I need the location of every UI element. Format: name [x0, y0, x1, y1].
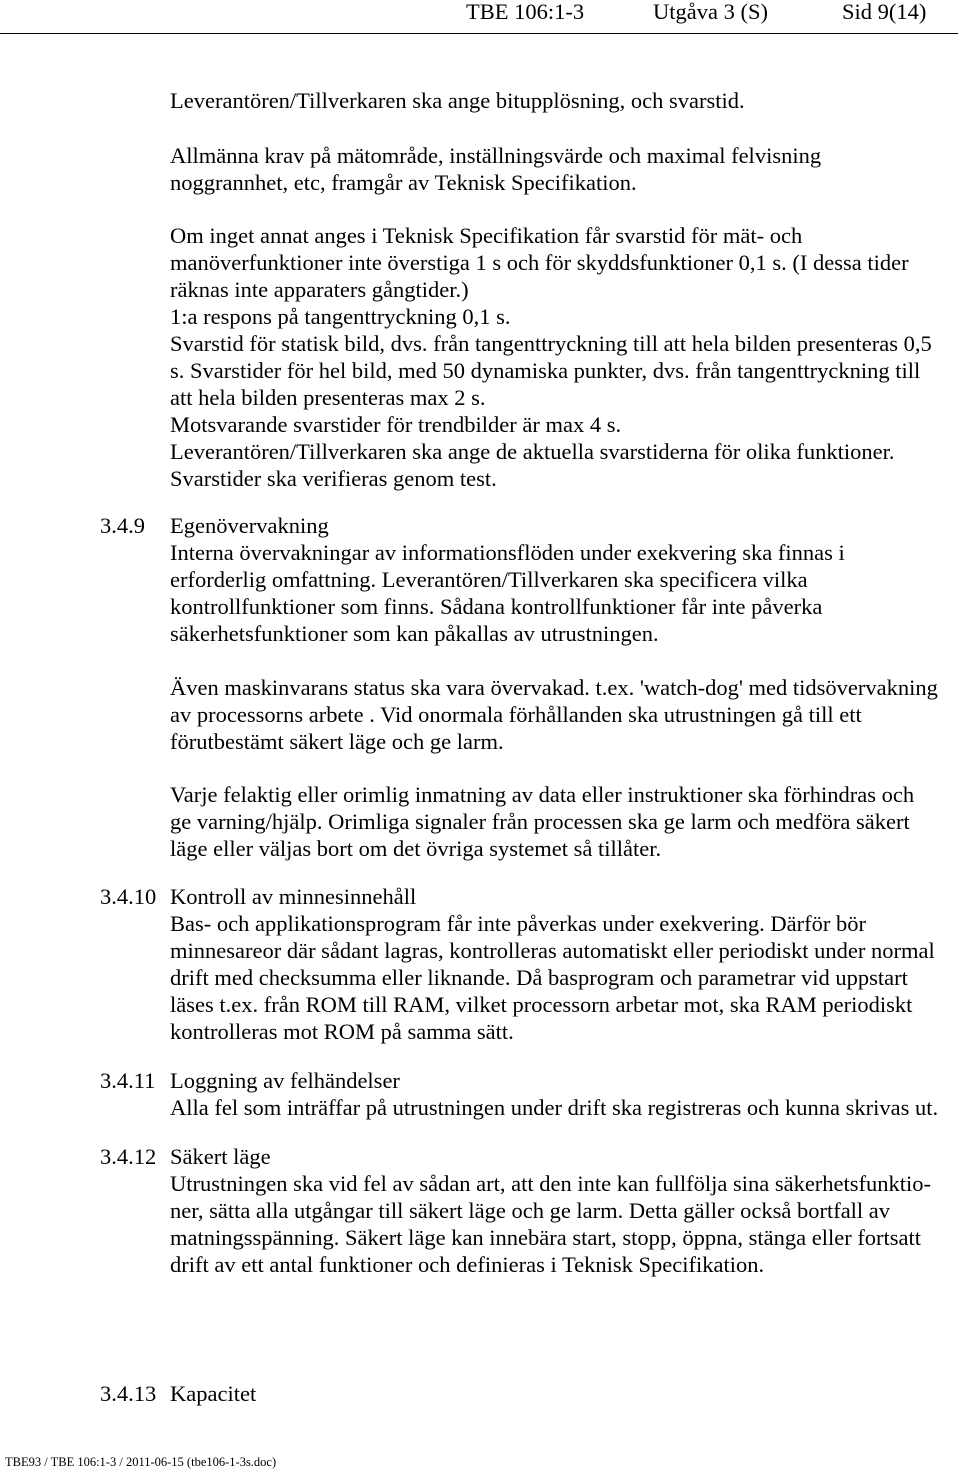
section-number: 3.4.10	[100, 883, 157, 909]
paragraph-line: erforderlig omfattning. Leverantören/Tillverkaren ska specificera vilka	[170, 566, 808, 592]
paragraph-line: Även maskinvarans status ska vara övervakad. t.ex. 'watch-dog' med tidsövervakning	[170, 674, 938, 700]
paragraph-line: att hela bilden presenteras max 2 s.	[170, 384, 486, 410]
paragraph-line: Svarstider ska verifieras genom test.	[170, 465, 497, 491]
paragraph-line: kontrolleras mot ROM på samma sätt.	[170, 1018, 514, 1044]
paragraph-line: Interna övervakningar av informationsflöden under exekvering ska finnas i	[170, 539, 845, 565]
paragraph-line: Motsvarande svarstider för trendbilder är max 4 s.	[170, 411, 622, 437]
paragraph-line: drift av ett antal funktioner och definieras i Teknisk Specifikation.	[170, 1251, 765, 1277]
section-title: Säkert läge	[170, 1143, 271, 1169]
section-heading	[0, 512, 960, 539]
section-heading	[0, 1143, 960, 1170]
paragraph-line: noggrannhet, etc, framgår av Teknisk Specifikation.	[170, 169, 637, 195]
header-page-number: Sid 9(14)	[842, 0, 927, 24]
paragraph-line: Bas- och applikationsprogram får inte påverkas under exekvering. Därför bör	[170, 910, 866, 936]
paragraph-line: ge varning/hjälp. Orimliga signaler från processen ska ge larm och medföra säkert	[170, 808, 910, 834]
paragraph-line: Utrustningen ska vid fel av sådan art, att den inte kan fullfölja sina säkerhetsfunktio-	[170, 1170, 932, 1196]
paragraph-line: Leverantören/Tillverkaren ska ange bitupplösning, och svarstid.	[170, 87, 745, 113]
paragraph-line: Allmänna krav på mätområde, inställningsvärde och maximal felvisning	[170, 142, 822, 168]
section-number: 3.4.12	[100, 1143, 157, 1169]
header-edition: Utgåva 3 (S)	[653, 0, 768, 24]
section-number: 3.4.13	[100, 1380, 157, 1406]
page-header	[0, 0, 960, 26]
paragraph-line: matningsspänning. Säkert läge kan innebära start, stopp, öppna, stänga eller fortsatt	[170, 1224, 922, 1250]
paragraph	[170, 1170, 955, 1278]
paragraph-line: 1:a respons på tangenttryckning 0,1 s.	[170, 303, 511, 329]
paragraph-line: läge eller väljas bort om det övriga systemet så tillåter.	[170, 835, 662, 861]
paragraph-line: av processorns arbete . Vid onormala förhållanden ska utrustningen gå till ett	[170, 701, 862, 727]
paragraph	[170, 910, 955, 1045]
paragraph-line: räknas inte apparaters gångtider.)	[170, 276, 469, 302]
paragraph	[170, 87, 955, 114]
paragraph	[170, 222, 955, 492]
header-rule	[0, 33, 958, 34]
header-document-id: TBE 106:1-3	[466, 0, 585, 24]
paragraph-line: ner, sätta alla utgångar till säkert läge och ge larm. Detta gäller också bortfall av	[170, 1197, 891, 1223]
paragraph-line: Om inget annat anges i Teknisk Specifikation får svarstid för mät- och	[170, 222, 803, 248]
paragraph	[170, 539, 955, 647]
paragraph-line: s. Svarstider för hel bild, med 50 dynamiska punkter, dvs. från tangenttryckning till	[170, 357, 921, 383]
paragraph-line: läses t.ex. från ROM till RAM, vilket processorn arbetar mot, ska RAM periodiskt	[170, 991, 913, 1017]
section-title: Kapacitet	[170, 1380, 257, 1406]
section-number: 3.4.9	[100, 512, 145, 538]
section-heading	[0, 883, 960, 910]
paragraph-line: minnesareor där sådant lagras, kontrolleras automatiskt eller periodiskt under normal	[170, 937, 935, 963]
paragraph	[170, 142, 955, 196]
paragraph-line: Svarstid för statisk bild, dvs. från tangenttryckning till att hela bilden presenteras 0,5	[170, 330, 932, 356]
section-title: Kontroll av minnesinnehåll	[170, 883, 417, 909]
section-number: 3.4.11	[100, 1067, 156, 1093]
section-title: Egenövervakning	[170, 512, 329, 538]
paragraph-line: Alla fel som inträffar på utrustningen under drift ska registreras och kunna skrivas ut.	[170, 1094, 939, 1120]
paragraph-line: Leverantören/Tillverkaren ska ange de aktuella svarstiderna för olika funktioner.	[170, 438, 895, 464]
paragraph-line: förutbestämt säkert läge och ge larm.	[170, 728, 504, 754]
section-heading	[0, 1380, 960, 1407]
paragraph-line: manöverfunktioner inte överstiga 1 s och för skyddsfunktioner 0,1 s. (I dessa tider	[170, 249, 909, 275]
page-footer: TBE93 / TBE 106:1-3 / 2011-06-15 (tbe106-1-3s.doc)	[5, 1455, 277, 1469]
paragraph-line: Varje felaktig eller orimlig inmatning av data eller instruktioner ska förhindras och	[170, 781, 915, 807]
paragraph	[170, 781, 955, 862]
paragraph-line: kontrollfunktioner som finns. Sådana kontrollfunktioner får inte påverka	[170, 593, 823, 619]
paragraph	[170, 674, 955, 755]
section-title: Loggning av felhändelser	[170, 1067, 400, 1093]
paragraph	[170, 1094, 955, 1121]
section-heading	[0, 1067, 960, 1094]
paragraph-line: säkerhetsfunktioner som kan påkallas av utrustningen.	[170, 620, 659, 646]
paragraph-line: drift med checksumma eller liknande. Då basprogram och parametrar vid uppstart	[170, 964, 908, 990]
